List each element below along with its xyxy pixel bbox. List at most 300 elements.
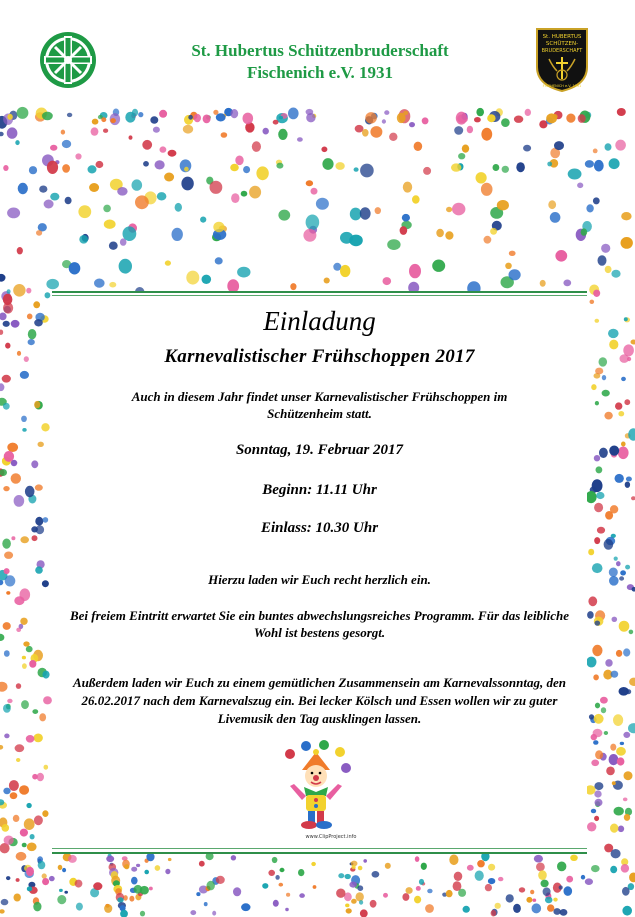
confetti-dot bbox=[297, 137, 303, 142]
confetti-dot bbox=[49, 876, 55, 881]
confetti-dot bbox=[26, 735, 35, 743]
confetti-dot bbox=[389, 133, 397, 141]
confetti-dot bbox=[290, 283, 296, 290]
confetti-dot bbox=[462, 145, 469, 153]
confetti-dot bbox=[446, 890, 453, 897]
confetti-dot bbox=[20, 829, 28, 837]
confetti-dot bbox=[278, 129, 287, 140]
confetti-dot bbox=[505, 263, 512, 269]
confetti-dot bbox=[617, 108, 626, 116]
confetti-dot bbox=[21, 700, 29, 709]
confetti-dot bbox=[47, 161, 58, 174]
confetti-dot bbox=[132, 179, 143, 190]
intro-text: Auch in diesem Jahr findet unser Karnevalistischer Frühschoppen im Schützenheim statt. bbox=[131, 389, 508, 421]
confetti-dot bbox=[577, 183, 583, 189]
confetti-dot bbox=[20, 371, 29, 379]
confetti-dot bbox=[467, 865, 474, 871]
confetti-dot bbox=[586, 657, 596, 668]
confetti-dot bbox=[10, 792, 18, 799]
confetti-dot bbox=[508, 269, 520, 280]
confetti-dot bbox=[321, 147, 327, 153]
confetti-dot bbox=[298, 869, 304, 876]
confetti-dot bbox=[588, 549, 594, 556]
confetti-dot bbox=[591, 760, 599, 767]
confetti-dot bbox=[446, 207, 452, 212]
confetti-dot bbox=[449, 855, 458, 866]
confetti-dot bbox=[578, 114, 586, 123]
confetti-dot bbox=[196, 892, 200, 896]
confetti-dot bbox=[340, 265, 350, 277]
confetti-dot bbox=[409, 264, 421, 278]
confetti-dot bbox=[611, 849, 621, 858]
confetti-dot bbox=[216, 876, 225, 884]
confetti-dot bbox=[262, 883, 268, 889]
confetti-dot bbox=[350, 208, 362, 221]
confetti-dot bbox=[311, 862, 316, 866]
confetti-dot bbox=[360, 164, 374, 178]
club-location: Fischenich e.V. 1931 bbox=[246, 63, 394, 82]
confetti-dot bbox=[207, 881, 215, 891]
confetti-dot bbox=[184, 167, 189, 172]
confetti-dot bbox=[0, 330, 3, 335]
confetti-dot bbox=[453, 881, 462, 891]
confetti-dot bbox=[375, 207, 381, 214]
confetti-dot bbox=[0, 682, 8, 692]
confetti-dot bbox=[142, 140, 152, 150]
confetti-dot bbox=[243, 113, 254, 125]
confetti-dot bbox=[601, 244, 610, 253]
confetti-dot bbox=[452, 203, 465, 216]
confetti-dot bbox=[622, 906, 632, 916]
confetti-dot bbox=[311, 188, 318, 195]
confetti-dot bbox=[610, 824, 618, 833]
confetti-dot bbox=[594, 160, 604, 172]
confetti-dot bbox=[256, 166, 268, 180]
confetti-dot bbox=[38, 442, 44, 447]
confetti-dot bbox=[288, 108, 299, 120]
confetti-dot bbox=[221, 132, 228, 138]
confetti-dot bbox=[585, 160, 594, 168]
event-entry-time: Einlass: 10.30 Uhr bbox=[260, 520, 379, 536]
confetti-dot bbox=[360, 207, 371, 219]
confetti-dot bbox=[624, 399, 630, 405]
confetti-dot bbox=[26, 867, 34, 876]
confetti-dot bbox=[31, 460, 38, 468]
logo-text-2: SCHÜTZEN- bbox=[545, 41, 579, 47]
confetti-dot bbox=[42, 878, 49, 885]
confetti-dot bbox=[530, 890, 534, 895]
confetti-dot bbox=[23, 641, 29, 646]
confetti-dot bbox=[623, 344, 634, 356]
confetti-dot bbox=[275, 875, 279, 880]
confetti-dot bbox=[476, 108, 484, 116]
confetti-dot bbox=[590, 300, 595, 304]
confetti-dot bbox=[131, 877, 138, 885]
confetti-dot bbox=[356, 892, 364, 901]
confetti-dot bbox=[160, 146, 167, 152]
confetti-dot bbox=[272, 857, 278, 863]
confetti-dot bbox=[44, 200, 54, 209]
confetti-dot bbox=[46, 279, 59, 289]
confetti-dot bbox=[2, 539, 11, 549]
confetti-dot bbox=[150, 116, 158, 123]
confetti-dot bbox=[615, 402, 622, 409]
club-name: St. Hubertus Schützenbruderschaft bbox=[191, 41, 449, 60]
confetti-dot bbox=[303, 229, 316, 242]
confetti-dot bbox=[38, 861, 46, 869]
confetti-dot bbox=[621, 212, 631, 220]
confetti-dot bbox=[26, 288, 31, 294]
confetti-dot bbox=[268, 870, 275, 876]
confetti-dot bbox=[616, 650, 622, 657]
confetti-dot bbox=[451, 163, 461, 171]
confetti-dot bbox=[416, 886, 421, 891]
confetti-dot bbox=[382, 119, 386, 123]
confetti-dot bbox=[278, 210, 290, 221]
confetti-dot bbox=[358, 866, 363, 871]
confetti-dot bbox=[276, 163, 283, 169]
confetti-dot bbox=[397, 113, 406, 123]
confetti-dot bbox=[432, 260, 445, 272]
confetti-dot bbox=[487, 114, 495, 122]
confetti-dot bbox=[616, 747, 626, 756]
confetti-dot bbox=[611, 270, 620, 278]
confetti-dot bbox=[155, 865, 161, 871]
confetti-dot bbox=[183, 125, 193, 134]
confetti-dot bbox=[606, 767, 615, 776]
confetti-dot bbox=[614, 557, 618, 561]
confetti-dot bbox=[230, 164, 239, 172]
confetti-dot bbox=[42, 873, 47, 878]
confetti-dot bbox=[365, 112, 377, 123]
confetti-dot bbox=[280, 868, 285, 872]
confetti-dot bbox=[75, 153, 81, 159]
confetti-dot bbox=[237, 267, 250, 278]
invite-text: Hierzu laden wir Euch recht herzlich ein. bbox=[208, 572, 431, 587]
confetti-dot bbox=[488, 864, 495, 871]
confetti-dot bbox=[28, 329, 37, 339]
confetti-dot bbox=[587, 822, 596, 831]
confetti-dot bbox=[414, 142, 423, 151]
confetti-dot bbox=[620, 742, 624, 745]
confetti-dot bbox=[11, 473, 21, 484]
confetti-dot bbox=[555, 250, 567, 262]
confetti-dot bbox=[421, 863, 427, 870]
confetti-dot bbox=[92, 119, 99, 125]
confetti-dot bbox=[202, 275, 212, 284]
confetti-dot bbox=[106, 856, 114, 863]
confetti-dot bbox=[273, 900, 279, 907]
confetti-dot bbox=[252, 141, 261, 152]
confetti-dot bbox=[591, 865, 600, 872]
confetti-dot bbox=[615, 474, 624, 483]
confetti-dot bbox=[620, 570, 626, 575]
confetti-dot bbox=[7, 114, 12, 120]
confetti-dot bbox=[14, 894, 21, 902]
confetti-dot bbox=[6, 591, 10, 595]
confetti-dot bbox=[346, 908, 352, 913]
confetti-dot bbox=[619, 687, 629, 696]
confetti-dot bbox=[172, 228, 183, 241]
confetti-dot bbox=[34, 319, 43, 326]
confetti-dot bbox=[594, 714, 604, 724]
confetti-dot bbox=[362, 129, 369, 137]
confetti-dot bbox=[29, 660, 36, 668]
confetti-dot bbox=[42, 580, 49, 587]
confetti-dot bbox=[559, 885, 563, 889]
confetti-dot bbox=[604, 731, 608, 735]
confetti-dot bbox=[4, 650, 10, 657]
confetti-dot bbox=[4, 734, 9, 739]
confetti-dot bbox=[474, 117, 481, 122]
confetti-dot bbox=[21, 416, 27, 422]
confetti-dot bbox=[445, 231, 453, 239]
confetti-dot bbox=[532, 899, 536, 902]
confetti-dot bbox=[414, 896, 421, 904]
confetti-dot bbox=[536, 863, 545, 872]
confetti-dot bbox=[415, 856, 420, 862]
confetti-dot bbox=[17, 107, 29, 119]
confetti-dot bbox=[629, 678, 635, 686]
confetti-dot bbox=[0, 274, 6, 282]
confetti-dot bbox=[15, 744, 25, 752]
confetti-dot bbox=[45, 292, 51, 298]
confetti-dot bbox=[0, 634, 4, 641]
confetti-dot bbox=[117, 187, 127, 196]
confetti-dot bbox=[25, 486, 35, 497]
confetti-dot bbox=[595, 319, 600, 323]
confetti-dot bbox=[213, 222, 224, 233]
confetti-dot bbox=[490, 228, 497, 235]
confetti-dot bbox=[560, 909, 568, 916]
confetti-dot bbox=[3, 486, 9, 491]
confetti-dot bbox=[625, 565, 630, 570]
confetti-dot bbox=[263, 128, 269, 135]
confetti-dot bbox=[153, 127, 160, 133]
confetti-dot bbox=[138, 112, 143, 117]
confetti-dot bbox=[119, 259, 132, 274]
confetti-dot bbox=[50, 193, 59, 201]
confetti-dot bbox=[103, 129, 108, 133]
confetti-dot bbox=[135, 195, 149, 209]
confetti-dot bbox=[591, 384, 596, 390]
logo-text-4: FISCHENICH e.V. 1931 bbox=[542, 84, 582, 88]
confetti-dot bbox=[525, 109, 531, 116]
confetti-dot bbox=[6, 876, 10, 880]
confetti-dot bbox=[476, 172, 487, 183]
confetti-dot bbox=[13, 284, 25, 297]
confetti-dot bbox=[383, 893, 388, 898]
confetti-dot bbox=[27, 843, 37, 852]
confetti-dot bbox=[35, 484, 43, 490]
confetti-dot bbox=[519, 887, 525, 892]
confetti-dot bbox=[629, 630, 634, 635]
confetti-dot bbox=[406, 887, 413, 894]
confetti-dot bbox=[624, 771, 633, 780]
invitation-heading: Einladung bbox=[263, 306, 376, 336]
confetti-dot bbox=[384, 110, 389, 115]
confetti-dot bbox=[29, 166, 37, 174]
confetti-dot bbox=[605, 143, 612, 151]
confetti-dot bbox=[186, 271, 199, 285]
confetti-dot bbox=[103, 205, 111, 213]
confetti-dot bbox=[243, 166, 250, 173]
confetti-dot bbox=[104, 220, 116, 229]
confetti-dot bbox=[204, 902, 208, 906]
confetti-dot bbox=[316, 198, 329, 210]
confetti-dot bbox=[595, 401, 599, 405]
confetti-dot bbox=[609, 754, 619, 765]
confetti-dot bbox=[501, 118, 510, 127]
confetti-dot bbox=[609, 446, 619, 456]
confetti-dot bbox=[593, 290, 600, 297]
confetti-dot bbox=[615, 140, 626, 151]
confetti-dot bbox=[16, 683, 21, 689]
confetti-dot bbox=[509, 251, 516, 256]
confetti-dot bbox=[39, 186, 47, 193]
confetti-dot bbox=[129, 896, 134, 902]
confetti-dot bbox=[566, 876, 573, 883]
confetti-dot bbox=[602, 375, 606, 380]
confetti-dot bbox=[235, 156, 243, 166]
confetti-dot bbox=[540, 280, 546, 287]
confetti-dot bbox=[538, 870, 547, 880]
confetti-dot bbox=[110, 118, 116, 123]
confetti-dot bbox=[24, 818, 35, 830]
confetti-dot bbox=[502, 166, 509, 173]
confetti-dot bbox=[0, 132, 4, 137]
confetti-dot bbox=[596, 492, 604, 499]
confetti-dot bbox=[89, 183, 99, 192]
confetti-dot bbox=[143, 161, 149, 167]
confetti-dot bbox=[412, 195, 420, 203]
confetti-dot bbox=[4, 552, 13, 559]
club-cross-logo-icon bbox=[38, 30, 98, 90]
confetti-dot bbox=[24, 356, 29, 362]
confetti-dot bbox=[593, 149, 598, 154]
confetti-dot bbox=[597, 527, 605, 534]
confetti-dot bbox=[619, 621, 630, 632]
confetti-dot bbox=[104, 904, 112, 913]
confetti-dot bbox=[78, 205, 91, 218]
confetti-dot bbox=[3, 403, 10, 410]
confetti-dot bbox=[33, 902, 41, 912]
confetti-dot bbox=[354, 167, 359, 171]
confetti-dot bbox=[22, 663, 27, 669]
confetti-dot bbox=[94, 279, 105, 288]
confetti-dot bbox=[20, 536, 29, 543]
confetti-dot bbox=[610, 744, 616, 751]
confetti-dot bbox=[422, 117, 429, 124]
confetti-dot bbox=[617, 757, 625, 765]
confetti-dot bbox=[181, 177, 193, 191]
confetti-dot bbox=[387, 239, 400, 250]
confetti-dot bbox=[370, 126, 382, 138]
confetti-dot bbox=[616, 561, 621, 566]
confetti-dot bbox=[351, 899, 357, 904]
confetti-dot bbox=[619, 576, 624, 580]
confetti-dot bbox=[7, 289, 11, 294]
confetti-dot bbox=[140, 911, 145, 917]
confetti-dot bbox=[599, 448, 608, 458]
confetti-dot bbox=[43, 517, 49, 523]
confetti-dot bbox=[32, 535, 38, 541]
confetti-dot bbox=[594, 790, 601, 797]
confetti-dot bbox=[213, 110, 218, 115]
confetti-dot bbox=[458, 153, 465, 159]
confetti-dot bbox=[491, 910, 497, 917]
confetti-dot bbox=[0, 909, 5, 913]
confetti-dot bbox=[64, 891, 68, 894]
confetti-dot bbox=[165, 869, 170, 874]
confetti-dot bbox=[557, 862, 566, 872]
confetti-dot bbox=[17, 247, 23, 254]
confetti-dot bbox=[541, 880, 549, 888]
program-text: Bei freiem Eintritt erwartet Sie ein buntes abwechslungsreiches Programm. Für das leibliche Wohl ist bestens gesorgt. bbox=[69, 608, 570, 640]
confetti-dot bbox=[4, 568, 10, 574]
confetti-dot bbox=[626, 477, 632, 482]
confetti-dot bbox=[67, 113, 72, 117]
confetti-dot bbox=[514, 116, 523, 123]
confetti-dot bbox=[131, 867, 137, 872]
confetti-dot bbox=[324, 278, 330, 284]
confetti-dot bbox=[546, 113, 557, 123]
event-date: Sonntag, 19. Februar 2017 bbox=[235, 442, 404, 458]
confetti-dot bbox=[249, 186, 261, 199]
confetti-dot bbox=[216, 113, 226, 121]
confetti-dot bbox=[2, 824, 10, 832]
confetti-dot bbox=[609, 576, 619, 586]
confetti-dot bbox=[624, 317, 628, 321]
confetti-dot bbox=[581, 228, 588, 235]
confetti-dot bbox=[608, 329, 619, 338]
confetti-dot bbox=[14, 495, 25, 507]
confetti-dot bbox=[30, 834, 35, 839]
confetti-dot bbox=[592, 563, 603, 573]
confetti-dot bbox=[618, 826, 624, 833]
confetti-dot bbox=[516, 162, 525, 172]
confetti-dot bbox=[101, 117, 106, 122]
confetti-dot bbox=[91, 127, 99, 135]
confetti-dot bbox=[4, 836, 14, 845]
confetti-dot bbox=[588, 596, 597, 606]
confetti-dot bbox=[68, 855, 77, 863]
confetti-dot bbox=[621, 377, 626, 381]
confetti-dot bbox=[456, 112, 467, 125]
juggling-clown-illustration bbox=[276, 740, 356, 830]
confetti-dot bbox=[0, 469, 7, 476]
confetti-dot bbox=[286, 893, 290, 897]
confetti-dot bbox=[629, 873, 635, 883]
confetti-dot bbox=[241, 191, 248, 197]
confetti-dot bbox=[436, 229, 444, 237]
confetti-dot bbox=[403, 182, 412, 193]
confetti-dot bbox=[32, 709, 38, 714]
confetti-dot bbox=[612, 781, 616, 785]
confetti-dot bbox=[612, 617, 618, 622]
confetti-dot bbox=[614, 807, 624, 816]
confetti-dot bbox=[621, 442, 626, 447]
confetti-dot bbox=[4, 451, 14, 462]
confetti-dot bbox=[109, 282, 116, 288]
confetti-dot bbox=[59, 889, 63, 892]
confetti-dot bbox=[11, 536, 15, 540]
confetti-dot bbox=[548, 200, 556, 209]
confetti-dot bbox=[568, 169, 582, 180]
confetti-dot bbox=[513, 904, 521, 913]
confetti-dot bbox=[79, 235, 88, 244]
event-title: Karnevalistischer Frühschoppen 2017 bbox=[164, 346, 475, 367]
